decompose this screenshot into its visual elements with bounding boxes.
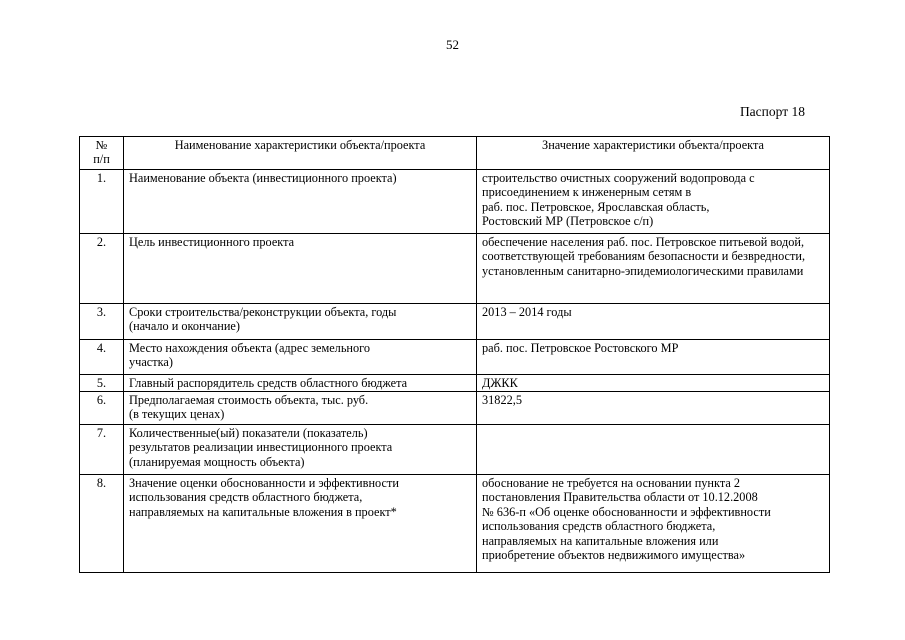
table-row [80, 234, 830, 304]
row-number: 4. [80, 340, 124, 375]
row-number: 3. [80, 304, 124, 340]
table-row [80, 425, 830, 475]
table-row [80, 392, 830, 425]
passport-label: Паспорт 18 [739, 104, 805, 119]
row-number: 8. [80, 475, 124, 573]
table-row [80, 170, 830, 234]
header-characteristic-value: Значение характеристики объекта/проекта [477, 137, 830, 170]
header-number: № п/п [80, 137, 124, 170]
row-characteristic-value: обоснование не требуется на основании пункта 2 постановления Правительства области от 10.12.2008 № 636-п «Об оценке обоснованности и эффективности использования средств областного бюджета, направляемых на капитальные вложения или приобретение объектов недвижимого имущества» [477, 475, 830, 573]
row-number: 5. [80, 375, 124, 392]
row-characteristic-name: Главный распорядитель средств областного бюджета [124, 375, 477, 392]
table-row [80, 304, 830, 340]
row-characteristic-value: 31822,5 [477, 392, 830, 425]
row-characteristic-value: ДЖКК [477, 375, 830, 392]
row-number: 6. [80, 392, 124, 425]
page-number: 52 [446, 37, 459, 52]
row-characteristic-name: Значение оценки обоснованности и эффективности использования средств областного бюджета, направляемых на капитальные вложения в проект* [124, 475, 477, 573]
table-header-row [80, 137, 830, 170]
row-number: 7. [80, 425, 124, 475]
row-characteristic-name: Цель инвестиционного проекта [124, 234, 477, 304]
row-characteristic-name: Место нахождения объекта (адрес земельного участка) [124, 340, 477, 375]
header-characteristic-name: Наименование характеристики объекта/проекта [124, 137, 477, 170]
row-characteristic-name: Предполагаемая стоимость объекта, тыс. руб. (в текущих ценах) [124, 392, 477, 425]
row-characteristic-value: обеспечение населения раб. пос. Петровское питьевой водой, соответствующей требованиям безопасности и безвредности, установленным санитарно-эпидемиологическими правилами [477, 234, 830, 304]
row-number: 2. [80, 234, 124, 304]
row-characteristic-name: Сроки строительства/реконструкции объекта, годы (начало и окончание) [124, 304, 477, 340]
passport-table [79, 136, 830, 573]
table-row [80, 340, 830, 375]
table-row [80, 475, 830, 573]
row-number: 1. [80, 170, 124, 234]
row-characteristic-value: строительство очистных сооружений водопровода с присоединением к инженерным сетям в раб. пос. Петровское, Ярославская область, Ростовский МР (Петровское с/п) [477, 170, 830, 234]
table-row [80, 375, 830, 392]
row-characteristic-name: Наименование объекта (инвестиционного проекта) [124, 170, 477, 234]
row-characteristic-name: Количественные(ый) показатели (показатель) результатов реализации инвестиционного проекта (планируемая мощность объекта) [124, 425, 477, 475]
row-characteristic-value: 2013 – 2014 годы [477, 304, 830, 340]
row-characteristic-value: раб. пос. Петровское Ростовского МР [477, 340, 830, 375]
row-characteristic-value [477, 425, 830, 475]
